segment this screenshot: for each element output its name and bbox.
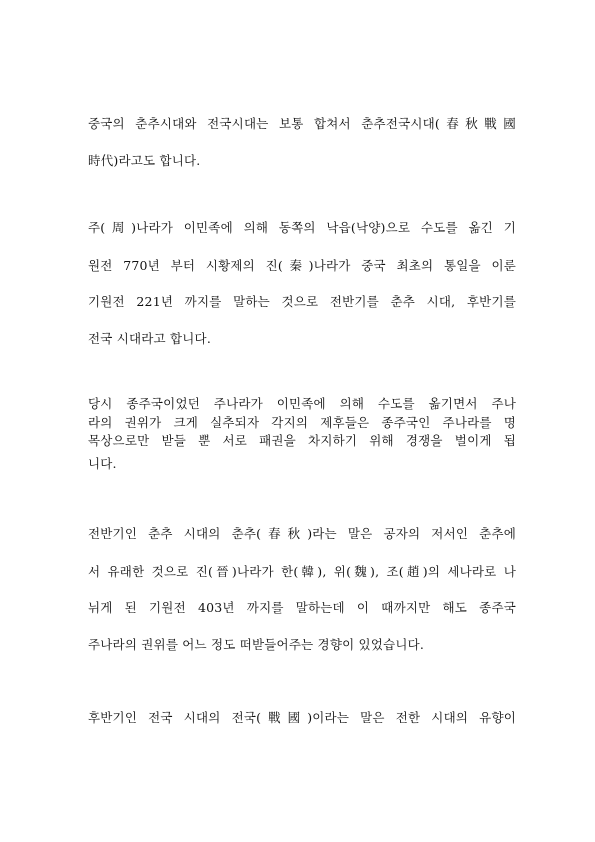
paragraph-3-line-3: 목상으로만 받들 뿐 서로 패권을 차지하기 위해 경쟁을 벌이게 됩: [88, 433, 516, 448]
paragraph-2-line-2: 원전 770년 부터 시황제의 진(秦)나라가 중국 최초의 통일을 이룬: [88, 258, 516, 273]
paragraph-2-line-3: 기원전 221년 까지를 말하는 것으로 전반기를 춘추 시대, 후반기를: [88, 294, 516, 309]
paragraph-3-line-2: 라의 권위가 크게 실추되자 각지의 제후들은 종주국인 주나라를 명: [88, 415, 516, 430]
paragraph-4-line-2: 서 유래한 것으로 진(晉)나라가 한(韓), 위(魏), 조(趙)의 세나라로 나: [88, 564, 516, 579]
paragraph-4-line-1: 전반기인 춘추 시대의 춘추(春秋)라는 말은 공자의 저서인 춘추에: [88, 526, 516, 541]
paragraph-4-line-3: 뉘게 된 기원전 403년 까지를 말하는데 이 때까지만 해도 종주국: [88, 600, 516, 615]
paragraph-1-line-2: 時代)라고도 합니다.: [88, 153, 201, 168]
paragraph-5-line-1: 후반기인 전국 시대의 전국(戰國)이라는 말은 전한 시대의 유향이: [88, 710, 516, 725]
paragraph-3-line-1: 당시 종주국이었던 주나라가 이민족에 의해 수도를 옮기면서 주나: [88, 396, 516, 411]
paragraph-4-line-4: 주나라의 권위를 어느 정도 떠받들어주는 경향이 있었습니다.: [88, 637, 425, 652]
paragraph-1-line-1: 중국의 춘추시대와 전국시대는 보통 합쳐서 춘추전국시대(春秋戰國: [88, 116, 516, 131]
paragraph-3-line-4: 니다.: [88, 456, 117, 471]
paragraph-2-line-1: 주(周)나라가 이민족에 의해 동쪽의 낙읍(낙양)으로 수도를 옮긴 기: [88, 220, 516, 235]
paragraph-2-line-4: 전국 시대라고 합니다.: [88, 331, 211, 346]
